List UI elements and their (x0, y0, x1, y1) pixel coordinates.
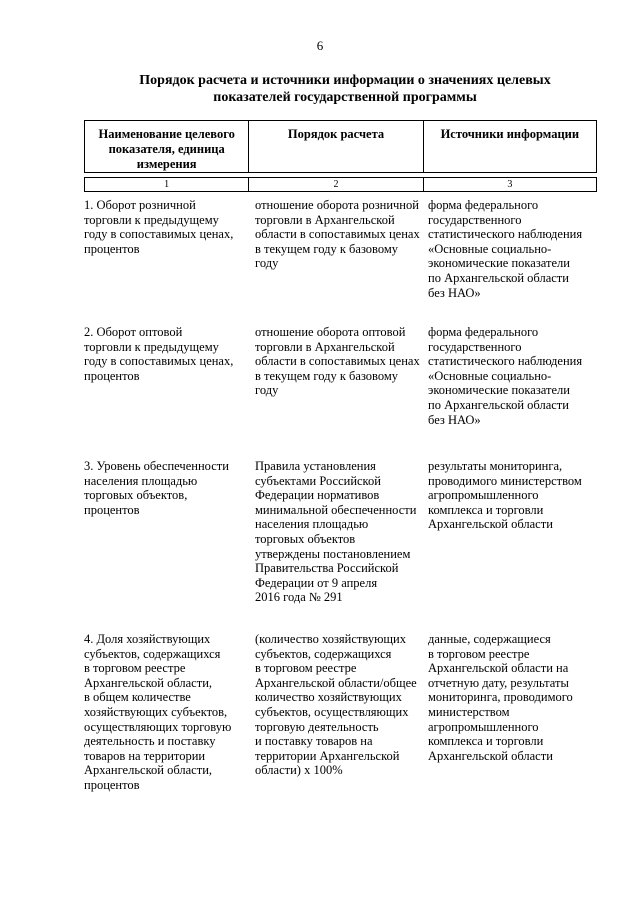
calculation-method-cell (251, 459, 424, 605)
text-line: Правительства Российской (255, 561, 399, 576)
information-source-cell (424, 325, 604, 427)
text-line: 2016 года № 291 (255, 590, 343, 605)
text-line: области) x 100% (255, 763, 343, 778)
text-line: торговых объектов (255, 531, 356, 546)
text-line: 2. Оборот оптовой (84, 325, 183, 339)
text-line: году в сопоставимых ценах, (84, 354, 234, 369)
text-line: в общем количестве (84, 690, 191, 705)
column-number: 2 (248, 178, 422, 191)
text-line: товаров на территории (84, 748, 206, 763)
text-line: «Основные социально- (428, 368, 552, 383)
text-line: минимальной обеспеченности (255, 502, 417, 517)
column-number: 1 (164, 179, 170, 190)
indicator-name-cell (84, 459, 251, 605)
text-line: субъектами Российской (255, 473, 381, 488)
text-line: году (255, 383, 279, 398)
table-row (84, 632, 604, 793)
text-line: Федерации нормативов (255, 488, 380, 503)
text-line: населения площадью (255, 517, 369, 532)
text-line: без НАО» (428, 285, 481, 300)
table-row (84, 325, 604, 427)
text-line: и поставку товаров на (255, 734, 373, 749)
text-line: форма федерального (428, 325, 539, 339)
text-line: отношение оборота розничной (255, 198, 419, 212)
text-line: процентов (84, 777, 140, 792)
text-line: данные, содержащиеся (428, 632, 551, 646)
text-line: субъектов, содержащихся (84, 646, 221, 661)
text-line: году (255, 256, 279, 271)
indicator-name-cell (84, 632, 251, 793)
text-line: агропромышленного (428, 719, 539, 734)
text-line: торговую деятельность (255, 719, 379, 734)
text-line: Архангельской области, (84, 763, 213, 778)
text-line: комплекса и торговли (428, 734, 544, 749)
text-line: территории Архангельской (255, 748, 400, 763)
indicator-name-cell (84, 325, 251, 427)
text-line: утверждены постановлением (255, 546, 411, 561)
information-source-cell (424, 198, 604, 300)
text-line: в торговом реестре (84, 661, 186, 676)
table-row (84, 459, 604, 605)
calculation-method-cell (251, 632, 424, 793)
text-line: процентов (84, 368, 140, 383)
text-line: в текущем году к базовому (255, 241, 399, 256)
text-line: торговли в Архангельской (255, 339, 395, 354)
text-line: результаты мониторинга, (428, 459, 563, 473)
calculation-method-cell (251, 325, 424, 427)
title-line: Порядок расчета и источники информации о значениях целевых (139, 73, 551, 88)
text-line: отношение оборота оптовой (255, 325, 406, 339)
column-number-row (84, 177, 597, 192)
text-line: населения площадью (84, 473, 198, 488)
text-line: 4. Доля хозяйствующих (84, 632, 211, 646)
text-line: министерством (428, 704, 510, 719)
text-line: деятельность и поставку (84, 734, 216, 749)
text-line: торговли к предыдущему (84, 339, 219, 354)
title-line: показателей государственной программы (213, 90, 477, 105)
text-line: процентов (84, 241, 140, 256)
text-line: хозяйствующих субъектов, (84, 704, 228, 719)
header-information-sources: Источники информации (423, 121, 596, 172)
column-number: 3 (423, 178, 596, 191)
text-line: агропромышленного (428, 488, 539, 503)
text-line: торговли в Архангельской (255, 212, 395, 227)
text-line: осуществляющих торговую (84, 719, 232, 734)
text-line: в торговом реестре (428, 646, 530, 661)
text-line: показателя, единица (108, 142, 225, 156)
table-row (84, 198, 604, 300)
text-line: 1. Оборот розничной (84, 198, 196, 212)
text-line: Федерации от 9 апреля (255, 575, 378, 590)
text-line: Архангельской области (428, 748, 553, 763)
text-line: государственного (428, 212, 522, 227)
text-line: измерения (136, 157, 197, 171)
text-line: в текущем году к базовому (255, 368, 399, 383)
text-line: государственного (428, 339, 522, 354)
text-line: Правила установления (255, 459, 376, 473)
text-line: Архангельской области на (428, 661, 569, 676)
text-line: Наименование целевого (98, 127, 235, 141)
text-line: мониторинга, проводимого (428, 690, 573, 705)
text-line: без НАО» (428, 412, 481, 427)
document-title (80, 72, 610, 106)
text-line: субъектов, содержащихся (255, 646, 392, 661)
text-line: (количество хозяйствующих (255, 632, 407, 646)
indicator-name-cell (84, 198, 251, 300)
text-line: Архангельской области, (84, 675, 213, 690)
text-line: экономические показатели (428, 256, 570, 271)
information-source-cell (424, 459, 604, 605)
table-header-row (84, 120, 597, 173)
text-line: области в сопоставимых ценах (255, 227, 420, 242)
text-line: торговли к предыдущему (84, 212, 219, 227)
text-line: статистического наблюдения (428, 227, 583, 242)
text-line: экономические показатели (428, 383, 570, 398)
text-line: форма федерального (428, 198, 539, 212)
text-line: году в сопоставимых ценах, (84, 227, 234, 242)
text-line: 3. Уровень обеспеченности (84, 459, 229, 473)
header-indicator-name (85, 121, 248, 172)
text-line: Архангельской области/общее (255, 675, 417, 690)
text-line: статистического наблюдения (428, 354, 583, 369)
text-line: по Архангельской области (428, 397, 569, 412)
text-line: комплекса и торговли (428, 502, 544, 517)
calculation-method-cell (251, 198, 424, 300)
text-line: в торговом реестре (255, 661, 357, 676)
page-number: 6 (316, 38, 324, 53)
text-line: области в сопоставимых ценах (255, 354, 420, 369)
text-line: субъектов, осуществляющих (255, 704, 409, 719)
text-line: количество хозяйствующих (255, 690, 402, 705)
indicators-table (84, 120, 597, 192)
text-line: по Архангельской области (428, 270, 569, 285)
information-source-cell (424, 632, 604, 793)
header-calculation-method: Порядок расчета (248, 121, 422, 172)
text-line: Архангельской области (428, 517, 553, 532)
text-line: проводимого министерством (428, 473, 582, 488)
text-line: процентов (84, 502, 140, 517)
text-line: «Основные социально- (428, 241, 552, 256)
text-line: отчетную дату, результаты (428, 675, 569, 690)
text-line: торговых объектов, (84, 488, 188, 503)
